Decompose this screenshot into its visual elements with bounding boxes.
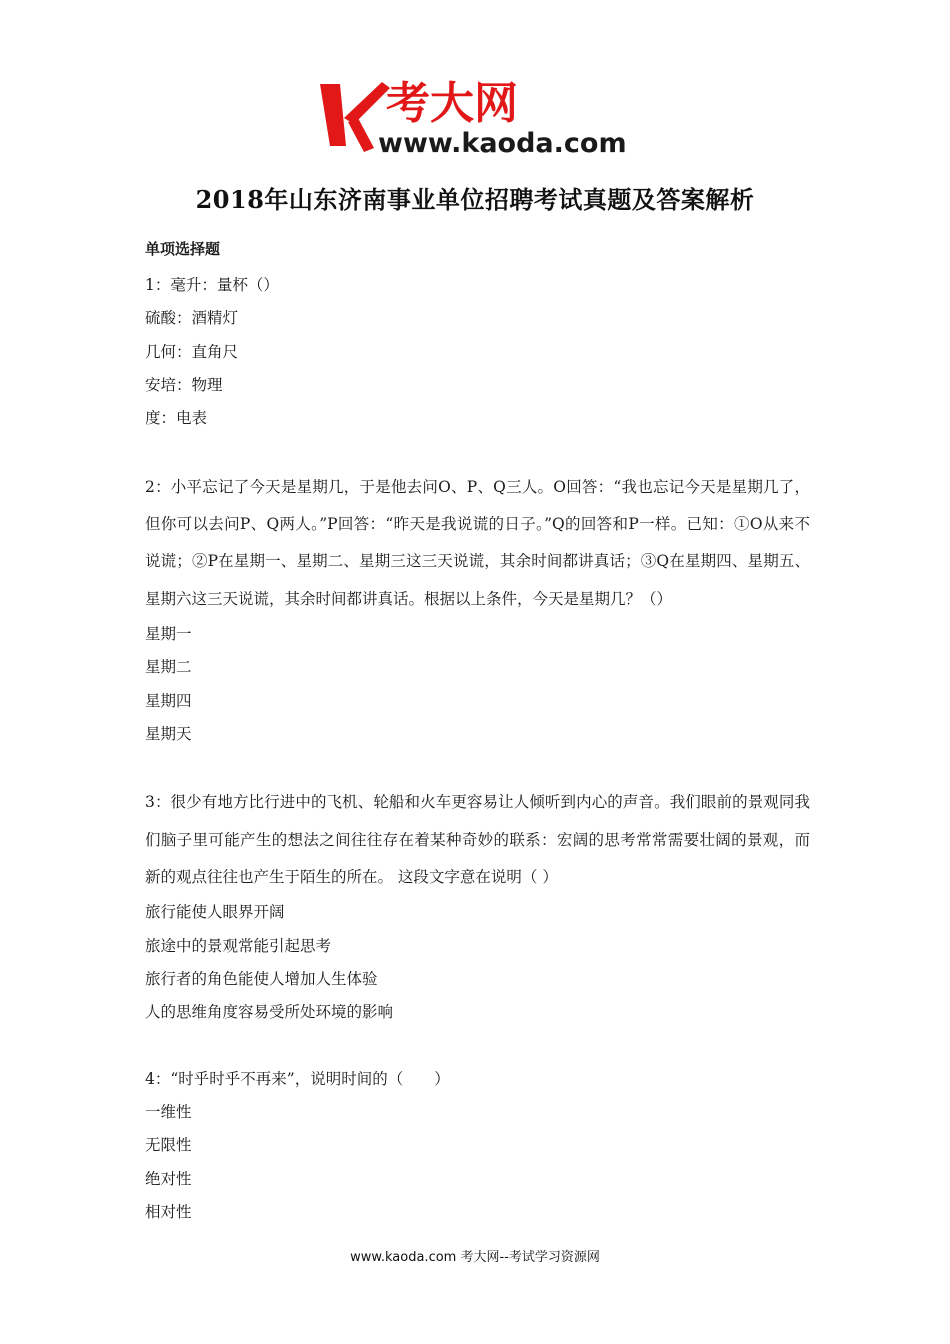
question-3: [145, 784, 810, 1029]
question-stem: 3：很少有地方比行进中的飞机、轮船和火车更容易让人倾听到内心的声音。我们眼前的景观同我们脑子里可能产生的想法之间往往存在着某种奇妙的联系：宏阔的思考常常需要壮阔的景观，而新的观点往往也产生于陌生的所在。 这段文字意在说明（ ）: [145, 793, 810, 887]
answer-option: 旅行者的角色能使人增加人生体验: [145, 969, 378, 988]
question-stem: 2：小平忘记了今天是星期几，于是他去问O、P、Q三人。O回答：“我也忘记今天是星期几了，但你可以去问P、Q两人。”P回答：“昨天是我说谎的日子。”Q的回答和P一样。已知：①O从来不说谎；②P在星期一、星期二、星期三这三天说谎，其余时间都讲真话；③Q在星期四、星期五、星期六这三天说谎，其余时间都讲真话。根据以上条件，今天是星期几？（）: [145, 477, 810, 608]
page-footer: www.kaoda.com 考大网--考试学习资源网: [350, 1250, 600, 1265]
k-logo-icon: [318, 78, 638, 160]
question-stem: 1：毫升：量杯（）: [145, 276, 279, 294]
answer-option: 一维性: [145, 1103, 192, 1122]
question-2: [145, 469, 810, 751]
site-logo: [318, 78, 638, 160]
answer-option: 绝对性: [145, 1169, 192, 1188]
question-stem: 4：“时乎时乎不再来”，说明时间的（ ）: [145, 1069, 450, 1088]
answer-option: 星期天: [145, 724, 192, 743]
answer-option: 安培：物理: [145, 375, 223, 394]
answer-option: 星期一: [145, 624, 192, 643]
answer-option: 旅途中的景观常能引起思考: [145, 936, 332, 955]
answer-option: 星期四: [145, 691, 192, 710]
answer-option: 无限性: [145, 1136, 192, 1155]
logo-chinese-text: 考大网: [386, 78, 518, 129]
logo-k-arm: [344, 82, 390, 124]
logo-k-stem: [320, 84, 346, 146]
answer-option: 几何：直角尺: [145, 342, 239, 361]
answer-option: 相对性: [145, 1203, 192, 1222]
document-body: [145, 236, 810, 1229]
answer-option: 星期二: [145, 658, 192, 677]
question-4: [145, 1063, 810, 1229]
logo-k-leg: [348, 118, 374, 152]
question-1: [145, 269, 810, 435]
answer-option: 度：电表: [145, 409, 208, 428]
answer-option: 人的思维角度容易受所处环境的影响: [145, 1003, 394, 1022]
answer-option: 旅行能使人眼界开阔: [145, 903, 285, 922]
section-heading: 单项选择题: [145, 240, 221, 258]
answer-option: 硫酸：酒精灯: [145, 309, 239, 328]
document-title: 2018年山东济南事业单位招聘考试真题及答案解析: [195, 185, 755, 214]
logo-url-text: www.kaoda.com: [378, 128, 627, 159]
